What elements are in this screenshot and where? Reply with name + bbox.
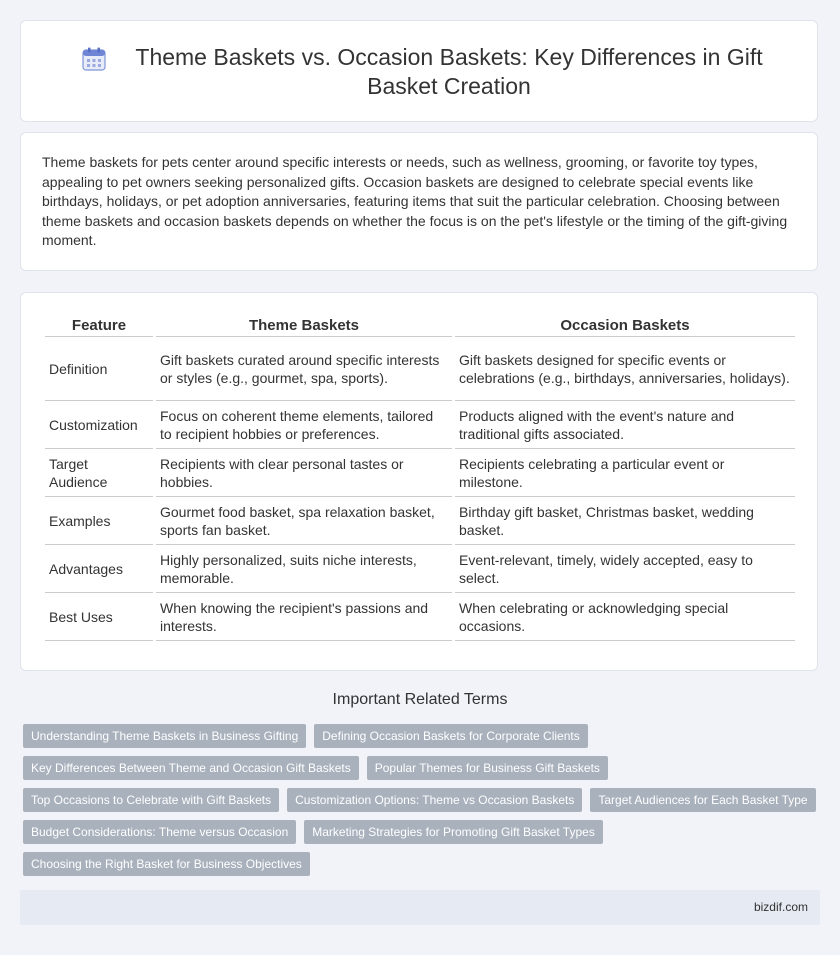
related-term-tag[interactable]: Popular Themes for Business Gift Baskets <box>367 756 608 780</box>
feature-cell: Customization <box>45 401 153 449</box>
related-term-tag[interactable]: Marketing Strategies for Promoting Gift Basket Types <box>304 820 603 844</box>
related-term-tag[interactable]: Choosing the Right Basket for Business Objectives <box>23 852 310 876</box>
title-card <box>20 20 818 122</box>
theme-cell: Gourmet food basket, spa relaxation basket, sports fan basket. <box>156 497 452 545</box>
related-term-tag[interactable]: Defining Occasion Baskets for Corporate Clients <box>314 724 587 748</box>
feature-cell: Best Uses <box>45 593 153 641</box>
related-term-tag[interactable]: Understanding Theme Baskets in Business Gifting <box>23 724 306 748</box>
table-row <box>45 545 795 593</box>
feature-cell: Definition <box>45 337 153 401</box>
footer-site-link[interactable]: bizdif.com <box>753 900 808 914</box>
occasion-cell: Gift baskets designed for specific events or celebrations (e.g., birthdays, anniversaries, holidays). <box>455 337 795 401</box>
occasion-cell: When celebrating or acknowledging special occasions. <box>455 593 795 641</box>
table-row <box>45 449 795 497</box>
related-term-tag[interactable]: Target Audiences for Each Basket Type <box>590 788 815 812</box>
tag-row <box>23 852 823 876</box>
header-occasion-baskets: Occasion Baskets <box>455 315 795 337</box>
occasion-cell: Recipients celebrating a particular event or milestone. <box>455 449 795 497</box>
related-term-tag[interactable]: Customization Options: Theme vs Occasion Baskets <box>287 788 582 812</box>
related-terms-list <box>23 724 823 884</box>
related-term-tag[interactable]: Budget Considerations: Theme versus Occasion <box>23 820 296 844</box>
feature-cell: Examples <box>45 497 153 545</box>
tag-row <box>23 756 823 780</box>
table-header-row <box>45 315 795 337</box>
related-term-tag[interactable]: Top Occasions to Celebrate with Gift Baskets <box>23 788 279 812</box>
occasion-cell: Birthday gift basket, Christmas basket, wedding basket. <box>455 497 795 545</box>
header-theme-baskets: Theme Baskets <box>156 315 452 337</box>
table-row <box>45 593 795 641</box>
theme-cell: Focus on coherent theme elements, tailored to recipient hobbies or preferences. <box>156 401 452 449</box>
theme-cell: When knowing the recipient's passions and interests. <box>156 593 452 641</box>
occasion-cell: Event-relevant, timely, widely accepted, easy to select. <box>455 545 795 593</box>
theme-cell: Gift baskets curated around specific interests or styles (e.g., gourmet, spa, sports). <box>156 337 452 401</box>
occasion-cell: Products aligned with the event's nature and traditional gifts associated. <box>455 401 795 449</box>
footer <box>20 890 820 925</box>
theme-cell: Highly personalized, suits niche interests, memorable. <box>156 545 452 593</box>
comparison-card <box>20 292 818 671</box>
comparison-table <box>42 315 798 641</box>
intro-card <box>20 132 818 271</box>
tag-row <box>23 788 823 812</box>
related-term-tag[interactable]: Key Differences Between Theme and Occasion Gift Baskets <box>23 756 359 780</box>
header-feature: Feature <box>45 315 153 337</box>
page-title: Theme Baskets vs. Occasion Baskets: Key Differences in Gift Basket Creation <box>135 44 763 99</box>
theme-cell: Recipients with clear personal tastes or hobbies. <box>156 449 452 497</box>
feature-cell: Target Audience <box>45 449 153 497</box>
tag-row <box>23 724 823 748</box>
table-row <box>45 497 795 545</box>
intro-paragraph: Theme baskets for pets center around specific interests or needs, such as wellness, grooming, or favorite toy types, appealing to pet owners seeking personalized gifts. Occasion baskets are designed to celebrate special events like birthdays, holidays, or pet adoption anniversaries, featuring items that suit the particular celebration. Choosing between theme baskets and occasion baskets depends on whether the focus is on the pet's lifestyle or the timing of the gift-giving moment. <box>42 154 788 248</box>
table-row <box>45 337 795 401</box>
related-terms-heading: Important Related Terms <box>332 691 508 708</box>
tag-row <box>23 820 823 844</box>
feature-cell: Advantages <box>45 545 153 593</box>
calendar-icon <box>81 46 107 72</box>
title-wrap <box>81 43 777 101</box>
table-row <box>45 401 795 449</box>
